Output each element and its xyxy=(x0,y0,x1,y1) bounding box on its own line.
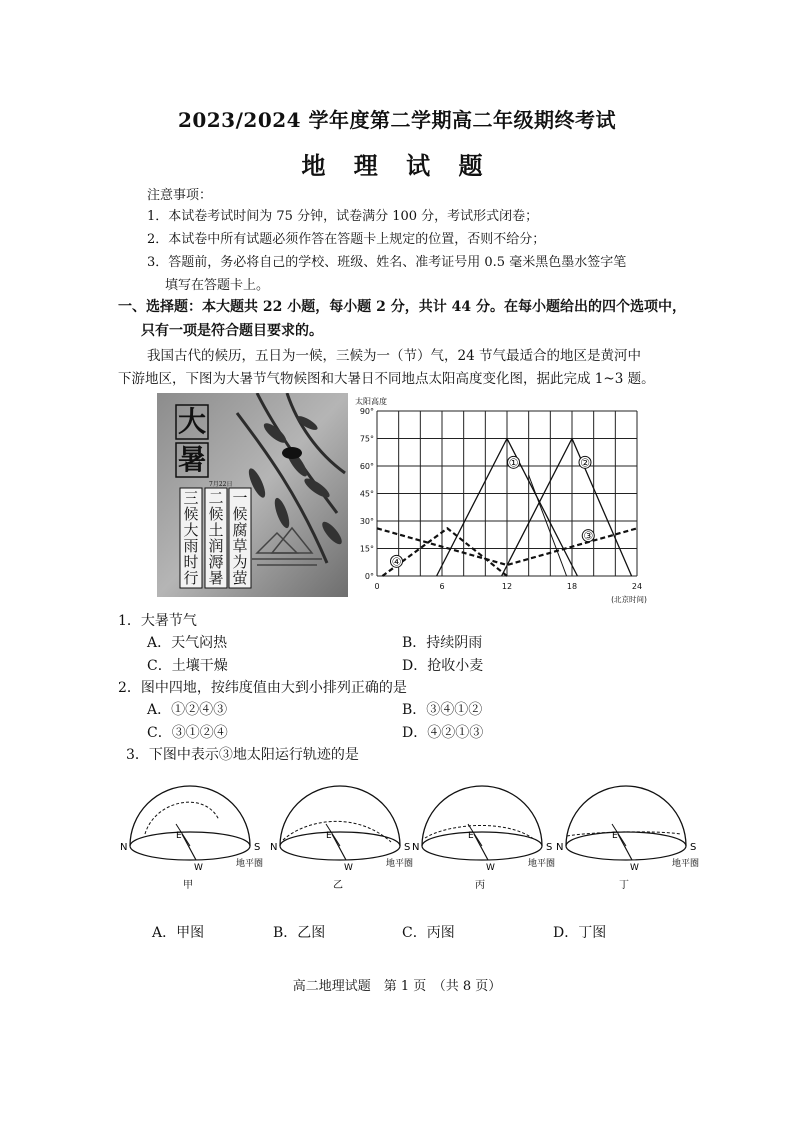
ew-line xyxy=(332,834,346,860)
horizon-label: 地平圈 xyxy=(528,859,556,869)
east-label: E xyxy=(176,831,182,841)
x-tick-label: 6 xyxy=(439,582,445,591)
sun-path xyxy=(145,802,219,834)
dome-diagram xyxy=(551,778,701,898)
dome-diagram xyxy=(115,778,265,898)
y-tick-label: 30° xyxy=(359,517,374,526)
q3-option-a[interactable]: A．甲图 xyxy=(152,925,205,941)
series-label: ③ xyxy=(583,529,594,543)
poster-date: 7月22日 xyxy=(209,481,233,488)
y-axis-label: 太阳高度 xyxy=(355,397,387,406)
sun-path-diagrams xyxy=(115,778,700,898)
north-label: N xyxy=(556,842,564,853)
south-label: S xyxy=(404,842,411,853)
horizon-label: 地平圈 xyxy=(236,859,264,869)
q2-option-b[interactable]: B．③④①② xyxy=(402,702,483,718)
q2-option-a[interactable]: A．①②④③ xyxy=(147,702,228,718)
notice-item: 2．本试卷中所有试题必须作答在答题卡上规定的位置，否则不给分； xyxy=(147,232,546,247)
q2-option-d[interactable]: D．④②①③ xyxy=(402,725,484,741)
section-header-line2: 只有一项是符合题目要求的。 xyxy=(141,323,323,339)
dome-diagram xyxy=(407,778,557,898)
dome-caption: 丁 xyxy=(619,880,629,891)
dome-diagram xyxy=(265,778,415,898)
y-tick-label: 45° xyxy=(359,489,374,499)
sun-altitude-chart xyxy=(352,393,652,613)
q1-option-d[interactable]: D．抢收小麦 xyxy=(402,658,484,674)
notice-item: 1．本试卷考试时间为 75 分钟，试卷满分 100 分，考试形式闭卷； xyxy=(147,209,539,224)
y-tick-label: 75° xyxy=(359,434,374,444)
series-label: ④ xyxy=(391,555,402,569)
east-label: E xyxy=(326,831,332,841)
exam-title: 2023/2024 学年度第二学期高二年级期终考试 xyxy=(177,108,617,132)
series-label: ② xyxy=(580,456,590,470)
dome-arc xyxy=(566,786,686,846)
q2-option-c[interactable]: C．③①②④ xyxy=(147,725,228,741)
q3-option-c[interactable]: C．丙图 xyxy=(402,925,455,941)
x-tick-label: 0 xyxy=(374,582,380,591)
dome-caption: 甲 xyxy=(183,880,193,891)
west-label: W xyxy=(194,863,203,873)
ew-line xyxy=(474,834,488,860)
dome-arc xyxy=(422,786,542,846)
intro-line1: 我国古代的候历，五日为一候，三候为一（节）气，24 节气最适合的地区是黄河中 xyxy=(147,348,641,364)
section-header-line1: 一、选择题：本大题共 22 小题，每小题 2 分，共计 44 分。在每小题给出的四个选项中， xyxy=(118,299,686,315)
north-label: N xyxy=(270,842,278,853)
q3-option-b[interactable]: B．乙图 xyxy=(273,925,326,941)
dome-caption: 乙 xyxy=(333,880,343,891)
horizon-label: 地平圈 xyxy=(386,859,414,869)
q3-stem: 3．下图中表示③地太阳运行轨迹的是 xyxy=(126,747,359,763)
dome-caption: 丙 xyxy=(475,880,485,891)
series-label: ① xyxy=(508,456,519,470)
notice-item: 填写在答题卡上。 xyxy=(165,278,270,293)
dome-arc xyxy=(280,786,400,846)
x-axis-label: (北京时间) xyxy=(611,595,647,604)
y-tick-label: 15° xyxy=(359,544,374,554)
q1-option-b[interactable]: B．持续阴雨 xyxy=(402,635,483,651)
west-label: W xyxy=(486,863,495,873)
x-tick-label: 24 xyxy=(631,582,643,591)
q2-stem: 2．图中四地，按纬度值由大到小排列正确的是 xyxy=(118,680,407,696)
x-tick-label: 18 xyxy=(566,582,578,591)
north-label: N xyxy=(412,842,420,853)
north-label: N xyxy=(120,842,128,853)
poster-col-3: 三候大雨时行 xyxy=(183,489,199,587)
page-footer: 高二地理试题 第 1 页 （共 8 页） xyxy=(292,979,502,994)
q3-option-d[interactable]: D．丁图 xyxy=(553,925,607,941)
south-label: S xyxy=(690,842,697,853)
notice-item: 3．答题前，务必将自己的学校、班级、姓名、准考证号用 0.5 毫米黑色墨水签字笔 xyxy=(147,255,627,270)
poster-col-2: 二候土润溽暑 xyxy=(208,489,224,587)
west-label: W xyxy=(344,863,353,873)
dome-arc xyxy=(130,786,250,846)
intro-line2: 下游地区，下图为大暑节气物候图和大暑日不同地点太阳高度变化图，据此完成 1~3 题。 xyxy=(118,371,655,387)
east-label: E xyxy=(468,831,474,841)
q1-stem: 1．大暑节气 xyxy=(118,613,197,629)
south-label: S xyxy=(254,842,261,853)
poster-col-1: 一候腐草为萤 xyxy=(232,489,248,587)
q1-option-a[interactable]: A．天气闷热 xyxy=(147,635,228,651)
extra-trace-line xyxy=(529,475,567,576)
y-tick-label: 60° xyxy=(359,462,374,471)
sun-altitude-chart-svg xyxy=(352,393,652,613)
y-tick-label: 0° xyxy=(364,572,374,581)
x-tick-label: 12 xyxy=(501,582,513,591)
sun-path xyxy=(425,825,535,840)
poster-char-da: 大 xyxy=(177,405,206,438)
ew-line xyxy=(618,834,632,860)
south-label: S xyxy=(546,842,553,853)
east-label: E xyxy=(612,831,618,841)
west-label: W xyxy=(630,863,639,873)
dashu-poster xyxy=(157,393,348,597)
notice-heading: 注意事项： xyxy=(147,188,213,203)
horizon-label: 地平圈 xyxy=(672,859,700,869)
y-tick-label: 90° xyxy=(359,407,374,416)
subject-title: 地 理 试 题 xyxy=(301,151,493,180)
q1-option-c[interactable]: C．土壤干燥 xyxy=(147,658,228,674)
poster-char-shu: 暑 xyxy=(177,443,206,476)
ew-line xyxy=(182,834,196,860)
